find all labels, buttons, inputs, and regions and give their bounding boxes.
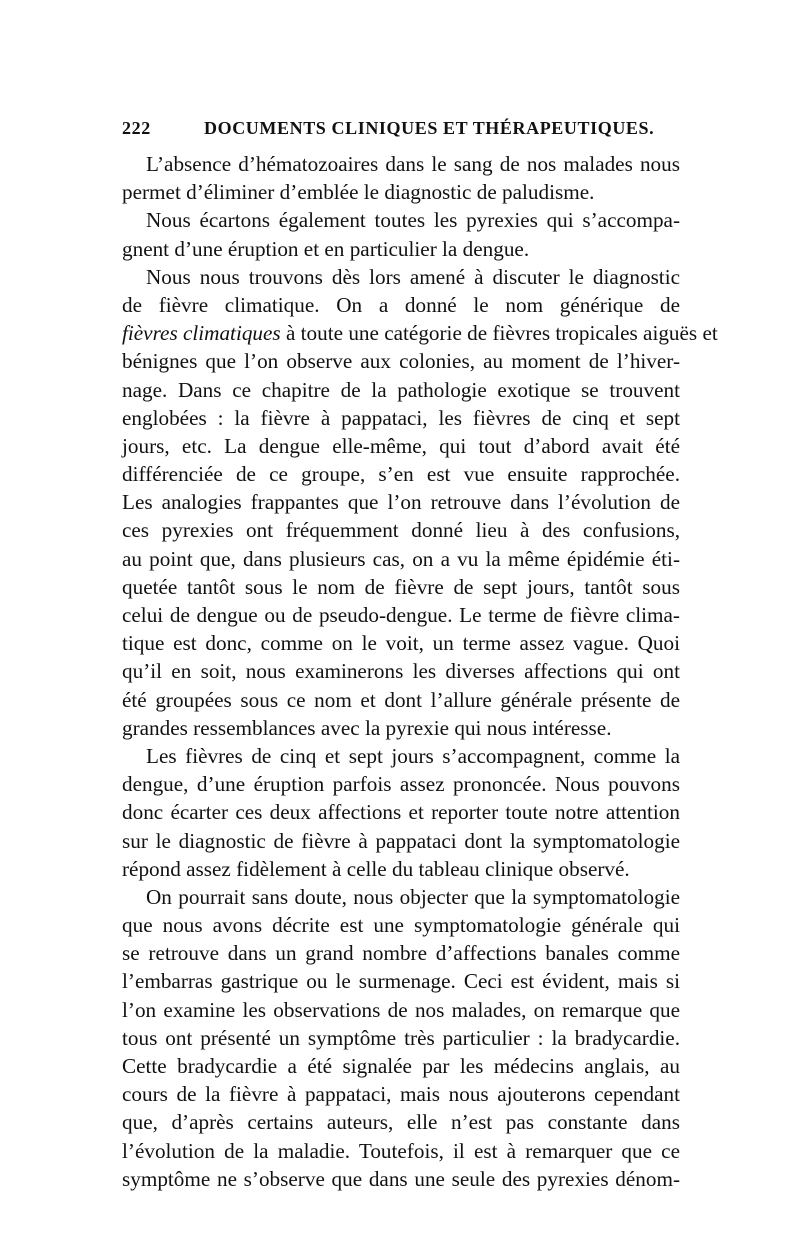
text-line: nage. Dans ce chapitre de la pathologie exotique se trouvent xyxy=(122,377,680,402)
text-line: au point que, dans plusieurs cas, on a vu la même épidémie éti- xyxy=(122,546,680,571)
text-line: On pourrait sans doute, nous objecter que la symptomatologie xyxy=(146,884,680,909)
text-line: quetée tantôt sous le nom de fièvre de sept jours, tantôt sous xyxy=(122,574,680,599)
running-title: DOCUMENTS CLINIQUES ET THÉRAPEUTIQUES. xyxy=(204,118,655,138)
text-line: tique est donc, comme on le voit, un terme assez vague. Quoi xyxy=(122,631,680,656)
body-text xyxy=(122,150,718,1193)
text-line: dengue, d’une éruption parfois assez prononcée. Nous pouvons xyxy=(122,772,680,797)
text-line: donc écarter ces deux affections et reporter toute notre attention xyxy=(122,800,680,825)
text-line: l’embarras gastrique ou le surmenage. Ceci est évident, mais si xyxy=(122,969,680,994)
text-line: sur le diagnostic de fièvre à pappataci dont la symptomatologie xyxy=(122,828,680,853)
text-line: l’on examine les observations de nos malades, on remarque que xyxy=(122,997,680,1022)
text-line: de fièvre climatique. On a donné le nom générique de xyxy=(122,292,680,317)
text-line: Les fièvres de cinq et sept jours s’accompagnent, comme la xyxy=(146,743,680,768)
text-line: tous ont présenté un symptôme très particulier : la bradycardie. xyxy=(122,1025,680,1050)
text-line: Nous écartons également toutes les pyrexies qui s’accompa- xyxy=(146,208,680,233)
text-line: se retrouve dans un grand nombre d’affections banales comme xyxy=(122,941,680,966)
text-line: que, d’après certains auteurs, elle n’est pas constante dans xyxy=(122,1110,680,1135)
text-line: que nous avons décrite est une symptomatologie générale qui xyxy=(122,913,680,938)
text-line: différenciée de ce groupe, s’en est vue ensuite rapprochée. xyxy=(122,462,680,487)
running-header xyxy=(122,118,682,139)
text-line: Les analogies frappantes que l’on retrouve dans l’évolution de xyxy=(122,490,680,515)
text-line: qu’il en soit, nous examinerons les diverses affections qui ont xyxy=(122,659,680,684)
text-line: englobées : la fièvre à pappataci, les fièvres de cinq et sept xyxy=(122,405,680,430)
text-line: gnent d’une éruption et en particulier la dengue. xyxy=(122,236,530,261)
text-line: Nous nous trouvons dès lors amené à discuter le diagnostic xyxy=(146,264,680,289)
text-line: permet d’éliminer d’emblée le diagnostic de paludisme. xyxy=(122,180,595,205)
text-line: bénignes que l’on observe aux colonies, au moment de l’hiver- xyxy=(122,349,680,374)
italic-term: fièvres climatiques xyxy=(122,321,281,346)
text-line: cours de la fièvre à pappataci, mais nous ajouterons cependant xyxy=(122,1082,680,1107)
text-line: L’absence d’hématozoaires dans le sang de nos malades nous xyxy=(146,152,680,176)
text-line: celui de dengue ou de pseudo-dengue. Le terme de fièvre clima- xyxy=(122,603,680,627)
text-line: l’évolution de la maladie. Toutefois, il est à remarquer que ce xyxy=(122,1138,680,1163)
text-line: été groupées sous ce nom et dont l’allure générale présente de xyxy=(122,687,680,712)
text-line xyxy=(122,319,718,347)
page-number: 222 xyxy=(122,118,151,138)
text-span: à toute une catégorie de fièvres tropicales aiguës et xyxy=(280,321,718,346)
text-line: ces pyrexies ont fréquemment donné lieu à des confusions, xyxy=(122,518,680,543)
text-line: jours, etc. La dengue elle-même, qui tout d’abord avait été xyxy=(122,433,680,458)
text-line: grandes ressemblances avec la pyrexie qui nous intéresse. xyxy=(122,715,612,740)
text-line: Cette bradycardie a été signalée par les médecins anglais, au xyxy=(122,1054,680,1078)
text-line: symptôme ne s’observe que dans une seule des pyrexies dénom- xyxy=(122,1166,680,1191)
text-line: répond assez fidèlement à celle du tableau clinique observé. xyxy=(122,856,630,881)
